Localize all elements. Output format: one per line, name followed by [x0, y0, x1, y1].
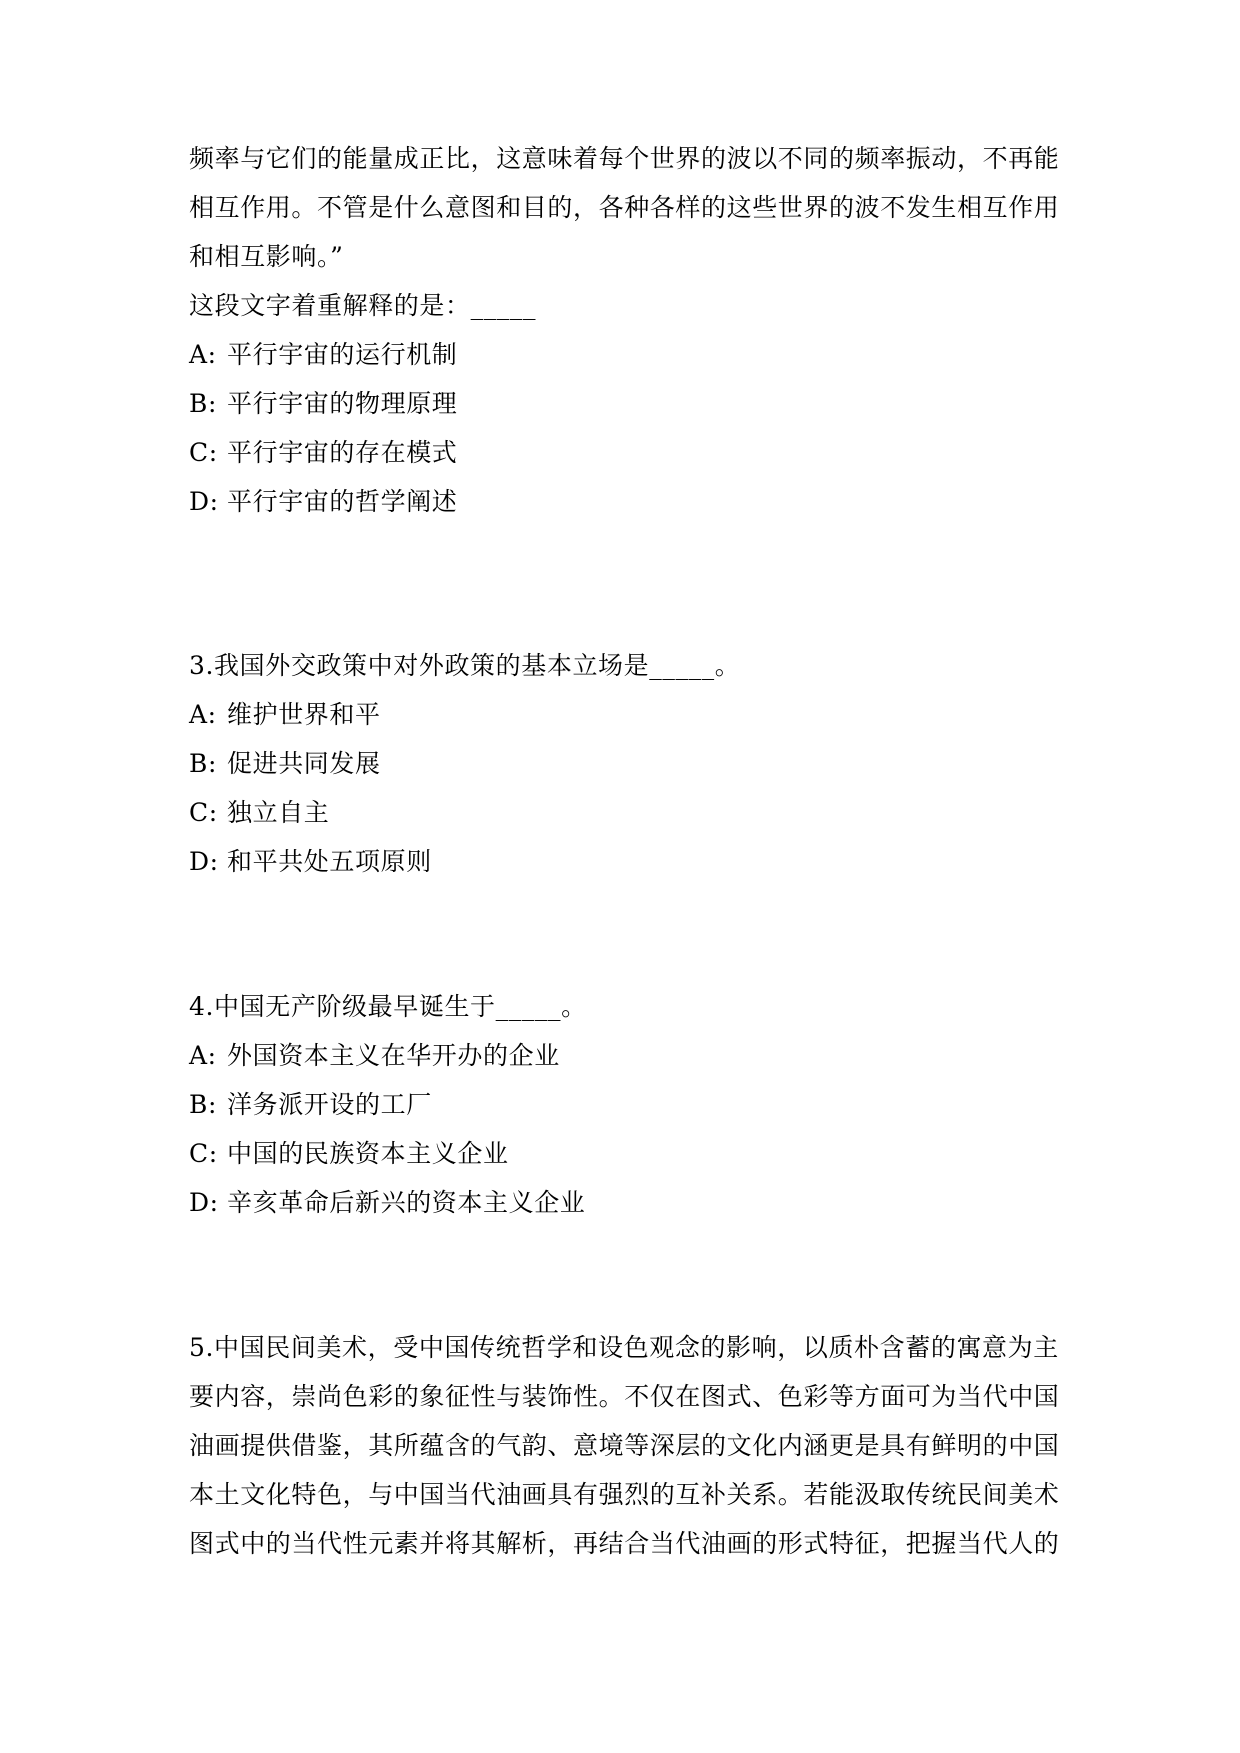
option-letter: B: — [189, 749, 217, 778]
question-2-block — [189, 134, 1060, 526]
option-letter: C: — [189, 1139, 218, 1168]
option-letter: D: — [189, 1188, 219, 1217]
question-2-option-b — [189, 379, 1051, 428]
option-letter: C: — [189, 798, 218, 827]
option-letter: A: — [189, 340, 217, 369]
option-letter: B: — [189, 389, 217, 418]
option-letter: B: — [189, 1090, 217, 1119]
question-3-stem: 3.我国外交政策中对外政策的基本立场是_____。 — [189, 651, 741, 680]
option-letter: C: — [189, 438, 218, 467]
question-4-stem: 4.中国无产阶级最早诞生于_____。 — [189, 992, 587, 1021]
passage-line: 和相互影响。” — [189, 242, 344, 271]
question-4-option-b — [189, 1080, 1051, 1129]
question-4-option-d — [189, 1178, 1051, 1227]
option-text: 洋务派开设的工厂 — [227, 1090, 432, 1119]
passage-line: 频率与它们的能量成正比，这意味着每个世界的波以不同的频率振动，不再能 — [189, 144, 1060, 173]
option-text: 辛亥革命后新兴的资本主义企业 — [227, 1188, 586, 1217]
question-2-option-d — [189, 477, 1051, 526]
option-letter: A: — [189, 1041, 217, 1070]
question-2-stem: 这段文字着重解释的是：_____ — [189, 291, 537, 320]
option-text: 促进共同发展 — [227, 749, 381, 778]
question-5-line: 图式中的当代性元素并将其解析，再结合当代油画的形式特征，把握当代人的 — [189, 1529, 1060, 1558]
question-4-option-a — [189, 1031, 1051, 1080]
option-letter: D: — [189, 847, 219, 876]
question-3-option-d — [189, 837, 1051, 886]
option-text: 和平共处五项原则 — [227, 847, 432, 876]
passage-line: 相互作用。不管是什么意图和目的，各种各样的这些世界的波不发生相互作用 — [189, 193, 1060, 222]
question-3-option-c — [189, 788, 1051, 837]
question-3-option-b — [189, 739, 1051, 788]
option-text: 维护世界和平 — [227, 700, 381, 729]
option-text: 平行宇宙的运行机制 — [227, 340, 458, 369]
question-5-line: 5.中国民间美术，受中国传统哲学和设色观念的影响，以质朴含蓄的寓意为主 — [189, 1333, 1059, 1362]
question-5-block — [189, 1323, 1060, 1568]
question-2-option-c — [189, 428, 1051, 477]
question-5-line: 要内容，崇尚色彩的象征性与装饰性。不仅在图式、色彩等方面可为当代中国 — [189, 1382, 1060, 1411]
question-3-block — [189, 641, 1051, 886]
option-letter: D: — [189, 487, 219, 516]
question-5-line: 本土文化特色，与中国当代油画具有强烈的互补关系。若能汲取传统民间美术 — [189, 1480, 1060, 1509]
question-2-option-a — [189, 330, 1051, 379]
option-text: 平行宇宙的物理原理 — [227, 389, 458, 418]
option-text: 平行宇宙的存在模式 — [227, 438, 458, 467]
option-letter: A: — [189, 700, 217, 729]
question-4-option-c — [189, 1129, 1051, 1178]
option-text: 平行宇宙的哲学阐述 — [227, 487, 458, 516]
question-4-block — [189, 982, 1051, 1227]
question-5-line: 油画提供借鉴，其所蕴含的气韵、意境等深层的文化内涵更是具有鲜明的中国 — [189, 1431, 1060, 1460]
option-text: 中国的民族资本主义企业 — [227, 1139, 509, 1168]
question-3-option-a — [189, 690, 1051, 739]
option-text: 独立自主 — [227, 798, 330, 827]
option-text: 外国资本主义在华开办的企业 — [227, 1041, 560, 1070]
